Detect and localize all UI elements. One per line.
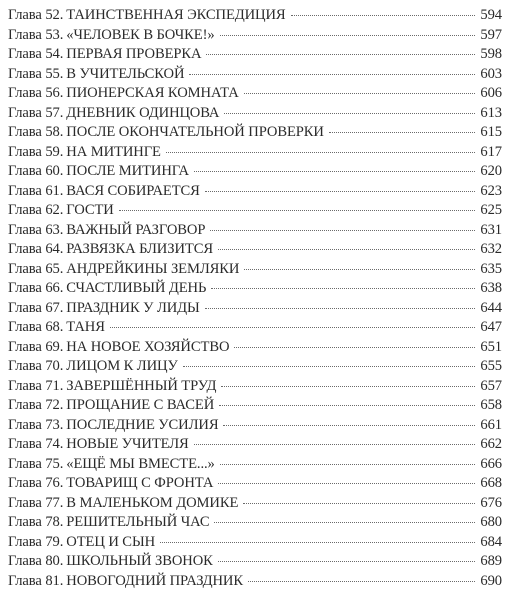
page-number: 620 — [477, 162, 502, 182]
dot-leader — [194, 444, 476, 445]
page-number: 666 — [477, 455, 502, 475]
chapter-number: Глава 67. — [8, 299, 66, 319]
toc-entry[interactable] — [8, 533, 502, 553]
chapter-title: ТОВАРИЩ С ФРОНТА — [66, 474, 216, 494]
chapter-number: Глава 78. — [8, 513, 66, 533]
page-number: 690 — [477, 572, 502, 591]
chapter-number: Глава 54. — [8, 45, 66, 65]
chapter-number: Глава 58. — [8, 123, 66, 143]
chapter-title: НА МИТИНГЕ — [66, 143, 164, 163]
toc-entry[interactable] — [8, 221, 502, 241]
toc-entry[interactable] — [8, 338, 502, 358]
dot-leader — [183, 366, 476, 367]
toc-entry[interactable] — [8, 104, 502, 124]
chapter-number: Глава 74. — [8, 435, 66, 455]
page-number: 655 — [477, 357, 502, 377]
page-number: 632 — [477, 240, 502, 260]
page-number: 658 — [477, 396, 502, 416]
chapter-title: ПРАЗДНИК У ЛИДЫ — [66, 299, 202, 319]
chapter-title: АНДРЕЙКИНЫ ЗЕМЛЯКИ — [66, 260, 242, 280]
page-number: 657 — [477, 377, 502, 397]
dot-leader — [329, 132, 476, 133]
chapter-number: Глава 56. — [8, 84, 66, 104]
page-number: 617 — [477, 143, 502, 163]
dot-leader — [218, 483, 475, 484]
dot-leader — [210, 230, 475, 231]
table-of-contents — [8, 6, 502, 591]
chapter-title: ПОСЛЕ ОКОНЧАТЕЛЬНОЙ ПРОВЕРКИ — [66, 123, 327, 143]
toc-entry[interactable] — [8, 572, 502, 591]
page-number: 689 — [477, 552, 502, 572]
chapter-title: РАЗВЯЗКА БЛИЗИТСЯ — [66, 240, 216, 260]
toc-entry[interactable] — [8, 494, 502, 514]
chapter-title: ПОСЛЕ МИТИНГА — [66, 162, 192, 182]
page-number: 631 — [477, 221, 502, 241]
toc-entry[interactable] — [8, 416, 502, 436]
chapter-number: Глава 76. — [8, 474, 66, 494]
toc-entry[interactable] — [8, 435, 502, 455]
page-number: 615 — [477, 123, 502, 143]
dot-leader — [214, 522, 475, 523]
toc-entry[interactable] — [8, 357, 502, 377]
page-number: 598 — [477, 45, 502, 65]
chapter-number: Глава 57. — [8, 104, 66, 124]
chapter-number: Глава 75. — [8, 455, 66, 475]
chapter-number: Глава 62. — [8, 201, 66, 221]
chapter-title: ЗАВЕРШЁННЫЙ ТРУД — [66, 377, 219, 397]
chapter-title: В МАЛЕНЬКОМ ДОМИКЕ — [66, 494, 241, 514]
toc-entry[interactable] — [8, 396, 502, 416]
dot-leader — [234, 347, 475, 348]
dot-leader — [220, 35, 476, 36]
chapter-title: В УЧИТЕЛЬСКОЙ — [66, 65, 187, 85]
chapter-title: ПОСЛЕДНИЕ УСИЛИЯ — [66, 416, 221, 436]
dot-leader — [218, 249, 475, 250]
chapter-title: ШКОЛЬНЫЙ ЗВОНОК — [66, 552, 216, 572]
dot-leader — [248, 581, 475, 582]
dot-leader — [244, 269, 475, 270]
toc-entry[interactable] — [8, 474, 502, 494]
page-number: 644 — [477, 299, 502, 319]
chapter-title: ДНЕВНИК ОДИНЦОВА — [66, 104, 222, 124]
page-number: 625 — [477, 201, 502, 221]
chapter-number: Глава 69. — [8, 338, 66, 358]
chapter-title: ВАЖНЫЙ РАЗГОВОР — [66, 221, 208, 241]
page-number: 597 — [477, 26, 502, 46]
chapter-title: ГОСТИ — [66, 201, 116, 221]
dot-leader — [219, 405, 475, 406]
chapter-number: Глава 64. — [8, 240, 66, 260]
page-number: 613 — [477, 104, 502, 124]
toc-entry[interactable] — [8, 84, 502, 104]
page-number: 676 — [477, 494, 502, 514]
page-number: 647 — [477, 318, 502, 338]
toc-entry[interactable] — [8, 65, 502, 85]
chapter-title: РЕШИТЕЛЬНЫЙ ЧАС — [66, 513, 212, 533]
chapter-title: ПЕРВАЯ ПРОВЕРКА — [66, 45, 204, 65]
dot-leader — [244, 93, 476, 94]
chapter-number: Глава 60. — [8, 162, 66, 182]
chapter-number: Глава 63. — [8, 221, 66, 241]
chapter-title: ЛИЦОМ К ЛИЦУ — [66, 357, 180, 377]
chapter-title: «ЧЕЛОВЕК В БОЧКЕ!» — [66, 26, 217, 46]
chapter-number: Глава 53. — [8, 26, 66, 46]
toc-entry[interactable] — [8, 182, 502, 202]
chapter-number: Глава 68. — [8, 318, 66, 338]
page-number: 638 — [477, 279, 502, 299]
dot-leader — [194, 171, 475, 172]
toc-entry[interactable] — [8, 162, 502, 182]
page-number: 684 — [477, 533, 502, 553]
chapter-number: Глава 52. — [8, 6, 66, 26]
dot-leader — [211, 288, 475, 289]
dot-leader — [160, 542, 475, 543]
page-number: 603 — [477, 65, 502, 85]
dot-leader — [119, 210, 476, 211]
chapter-number: Глава 80. — [8, 552, 66, 572]
dot-leader — [166, 152, 476, 153]
chapter-number: Глава 81. — [8, 572, 66, 591]
toc-entry[interactable] — [8, 45, 502, 65]
dot-leader — [223, 425, 475, 426]
chapter-number: Глава 65. — [8, 260, 66, 280]
chapter-title: ПИОНЕРСКАЯ КОМНАТА — [66, 84, 241, 104]
dot-leader — [243, 503, 475, 504]
chapter-title: НОВЫЕ УЧИТЕЛЯ — [66, 435, 191, 455]
chapter-title: ТАИНСТВЕННАЯ ЭКСПЕДИЦИЯ — [66, 6, 288, 26]
chapter-number: Глава 72. — [8, 396, 66, 416]
dot-leader — [110, 327, 476, 328]
dot-leader — [224, 113, 475, 114]
chapter-title: НОВОГОДНИЙ ПРАЗДНИК — [66, 572, 246, 591]
dot-leader — [189, 74, 475, 75]
dot-leader — [205, 308, 476, 309]
page-number: 594 — [477, 6, 502, 26]
dot-leader — [220, 464, 476, 465]
toc-entry[interactable] — [8, 6, 502, 26]
toc-entry[interactable] — [8, 318, 502, 338]
chapter-number: Глава 61. — [8, 182, 66, 202]
toc-entry[interactable] — [8, 299, 502, 319]
toc-entry[interactable] — [8, 455, 502, 475]
page-number: 680 — [477, 513, 502, 533]
toc-entry[interactable] — [8, 260, 502, 280]
chapter-title: «ЕЩЁ МЫ ВМЕСТЕ...» — [66, 455, 217, 475]
chapter-number: Глава 70. — [8, 357, 66, 377]
chapter-title: ТАНЯ — [66, 318, 108, 338]
toc-entry[interactable] — [8, 552, 502, 572]
page-number: 635 — [477, 260, 502, 280]
dot-leader — [218, 561, 476, 562]
toc-entry[interactable] — [8, 513, 502, 533]
toc-entry[interactable] — [8, 123, 502, 143]
chapter-title: ВАСЯ СОБИРАЕТСЯ — [66, 182, 203, 202]
chapter-title: ПРОЩАНИЕ С ВАСЕЙ — [66, 396, 217, 416]
chapter-number: Глава 79. — [8, 533, 66, 553]
chapter-number: Глава 71. — [8, 377, 66, 397]
chapter-number: Глава 77. — [8, 494, 66, 514]
dot-leader — [291, 15, 476, 16]
chapter-title: НА НОВОЕ ХОЗЯЙСТВО — [66, 338, 232, 358]
chapter-number: Глава 59. — [8, 143, 66, 163]
toc-entry[interactable] — [8, 201, 502, 221]
chapter-number: Глава 66. — [8, 279, 66, 299]
page-number: 623 — [477, 182, 502, 202]
toc-entry[interactable] — [8, 26, 502, 46]
toc-entry[interactable] — [8, 377, 502, 397]
dot-leader — [206, 54, 475, 55]
page-number: 606 — [477, 84, 502, 104]
chapter-title: СЧАСТЛИВЫЙ ДЕНЬ — [66, 279, 209, 299]
dot-leader — [221, 386, 475, 387]
page-number: 651 — [477, 338, 502, 358]
chapter-title: ОТЕЦ И СЫН — [66, 533, 158, 553]
chapter-number: Глава 73. — [8, 416, 66, 436]
toc-entry[interactable] — [8, 240, 502, 260]
chapter-number: Глава 55. — [8, 65, 66, 85]
page-number: 662 — [477, 435, 502, 455]
page-number: 668 — [477, 474, 502, 494]
dot-leader — [205, 191, 476, 192]
toc-entry[interactable] — [8, 143, 502, 163]
page-number: 661 — [477, 416, 502, 436]
toc-entry[interactable] — [8, 279, 502, 299]
